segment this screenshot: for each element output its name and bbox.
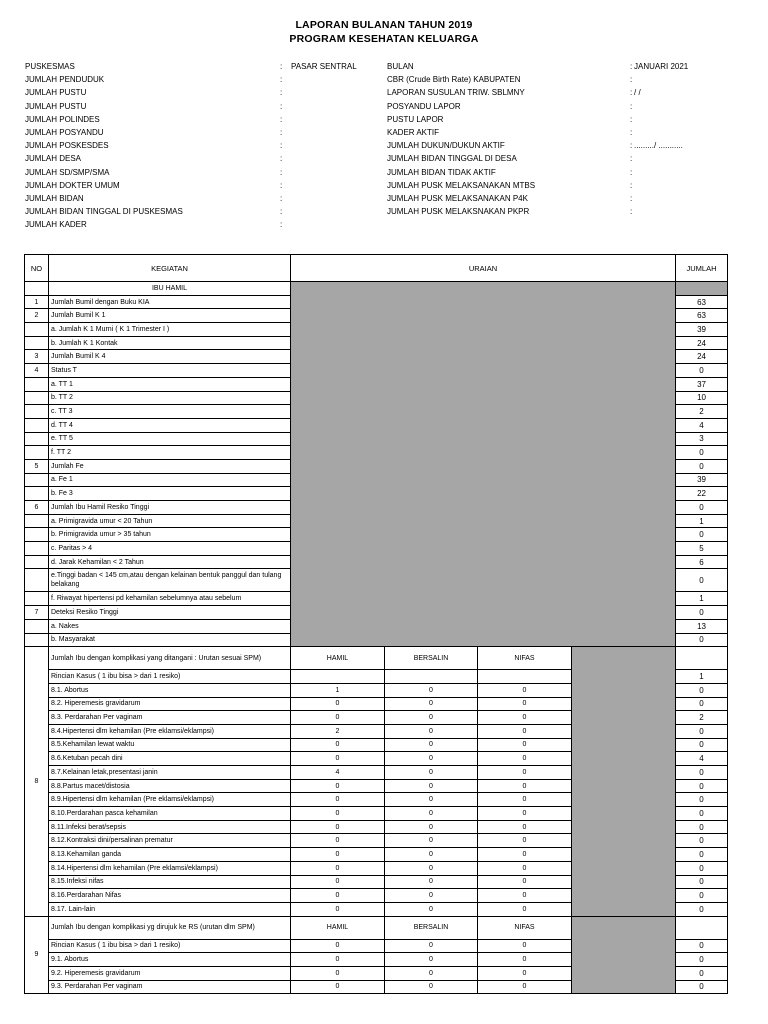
row-nifas: 0 [478,738,572,752]
row-jumlah: 39 [676,473,728,487]
row-jumlah: 0 [676,697,728,711]
info-right-value: JANUARI 2021 [634,62,689,71]
row-jumlah: 3 [676,432,728,446]
row-jumlah: 0 [676,861,728,875]
row-nifas: 0 [478,889,572,903]
row-nifas: 0 [478,724,572,738]
row-kegiatan: e.Tinggi badan < 145 cm,atau dengan kelainan bentuk panggul dan tulang belakang [49,569,291,592]
row-hamil: 0 [291,752,385,766]
info-right-label: JUMLAH BIDAN TIDAK AKTIF [387,167,496,177]
section-row [25,916,728,939]
row-bersalin: 0 [385,834,478,848]
row-jumlah: 0 [676,459,728,473]
info-right-colon: : [630,114,633,124]
row-kegiatan: Deteksi Resiko Tinggi [49,606,291,620]
row-nifas: 0 [478,766,572,780]
row-no [25,405,49,419]
row-kegiatan: a. Primigravida umur < 20 Tahun [49,514,291,528]
info-right-label: JUMLAH BIDAN TINGGAL DI DESA [387,154,517,164]
row-no [25,592,49,606]
row-kegiatan: b. Jumlah K 1 Kontak [49,336,291,350]
row-kegiatan: 8.6.Ketuban pecah dini [49,752,291,766]
row-hamil: 4 [291,766,385,780]
row-nifas [478,670,572,684]
info-left-label: JUMLAH POLINDES [25,114,100,124]
row-jumlah: 0 [676,501,728,515]
row-nifas: 0 [478,875,572,889]
row-no: 5 [25,459,49,473]
row-kegiatan: 9.1. Abortus [49,953,291,967]
header-uraian: URAIAN [291,255,676,282]
row-hamil: 0 [291,889,385,903]
row-kegiatan: 8.5.Kehamilan lewat waktu [49,738,291,752]
row-kegiatan: Jumlah Fe [49,459,291,473]
row-jumlah: 24 [676,350,728,364]
header-jumlah: JUMLAH [676,255,728,282]
row-kegiatan: Jumlah Ibu dengan komplikasi yang ditangani : Urutan sesuai SPM) [49,647,291,670]
info-right-label: JUMLAH PUSK MELAKSNAKAN PKPR [387,207,530,217]
row-bersalin: 0 [385,939,478,953]
info-left-colon: : [280,141,283,151]
row-no [25,487,49,501]
table-header-row [25,255,728,282]
row-jumlah: 22 [676,487,728,501]
row-bersalin: 0 [385,766,478,780]
row-hamil: 2 [291,724,385,738]
row-kegiatan: 8.2. Hiperemesis gravidarum [49,697,291,711]
sub-header-nifas: NIFAS [478,647,572,670]
info-left-colon: : [280,220,283,230]
row-no: 8 [25,647,49,916]
section-row [25,282,728,296]
sub-header-hamil: HAMIL [291,647,385,670]
info-right-colon: : [630,167,633,177]
row-no: 7 [25,606,49,620]
row-jumlah: 0 [676,807,728,821]
row-kegiatan: b. Masyarakat [49,633,291,647]
info-left-colon: : [280,101,283,111]
row-kegiatan: f. TT 2 [49,446,291,460]
row-hamil: 0 [291,820,385,834]
row-bersalin: 0 [385,752,478,766]
row-no [25,418,49,432]
row-nifas: 0 [478,834,572,848]
row-hamil: 0 [291,966,385,980]
section-row [25,647,728,670]
info-left-label: JUMLAH PUSTU [25,88,87,98]
info-right-colon: : [630,141,633,151]
row-bersalin: 0 [385,711,478,725]
row-kegiatan: 8.17. Lain-lain [49,902,291,916]
row-nifas: 0 [478,820,572,834]
row-nifas: 0 [478,848,572,862]
row-jumlah: 0 [676,606,728,620]
row-hamil: 0 [291,697,385,711]
row-bersalin: 0 [385,848,478,862]
row-kegiatan: Jumlah Ibu Hamil Resiko Tinggi [49,501,291,515]
info-right-colon: : [630,154,633,164]
row-jumlah: 0 [676,738,728,752]
row-jumlah: 1 [676,592,728,606]
row-no: 4 [25,364,49,378]
info-left-label: JUMLAH POSYANDU [25,128,104,137]
row-kegiatan: b. TT 2 [49,391,291,405]
row-jumlah: 5 [676,542,728,556]
info-left-label: JUMLAH PENDUDUK [25,75,105,85]
report-title: LAPORAN BULANAN TAHUN 2019 [295,19,473,31]
info-left-label: JUMLAH DOKTER UMUM [25,180,120,190]
row-hamil: 0 [291,980,385,994]
row-jumlah: 2 [676,405,728,419]
row-nifas: 0 [478,793,572,807]
row-jumlah: 0 [676,953,728,967]
row-jumlah [676,282,728,296]
row-kegiatan: Rincian Kasus ( 1 ibu bisa > dari 1 resiko) [49,939,291,953]
row-jumlah: 0 [676,766,728,780]
row-kegiatan: e. TT 5 [49,432,291,446]
row-hamil: 0 [291,875,385,889]
row-hamil: 0 [291,738,385,752]
row-bersalin: 0 [385,738,478,752]
row-nifas: 0 [478,861,572,875]
info-left-label: JUMLAH POSKESDES [25,141,109,151]
info-left-colon: : [280,154,283,164]
row-jumlah: 39 [676,323,728,337]
row-no [25,619,49,633]
row-kegiatan: 8.8.Partus macet/distosia [49,779,291,793]
uraian-cell [572,916,676,994]
report-subtitle: PROGRAM KESEHATAN KELUARGA [289,33,479,45]
row-jumlah: 0 [676,834,728,848]
info-right-colon: : [630,128,633,137]
row-kegiatan: 9.3. Perdarahan Per vaginam [49,980,291,994]
row-jumlah [676,647,728,670]
row-no [25,377,49,391]
sub-header-bersalin: BERSALIN [385,647,478,670]
row-nifas: 0 [478,697,572,711]
info-right-colon: : [630,194,633,203]
row-nifas: 0 [478,683,572,697]
row-jumlah: 63 [676,309,728,323]
row-kegiatan: Jumlah Bumil dengan Buku KIA [49,295,291,309]
info-right-label: KADER AKTIF [387,128,440,137]
report-table [24,254,728,994]
row-nifas: 0 [478,711,572,725]
row-no [25,323,49,337]
row-bersalin: 0 [385,683,478,697]
header-no: NO [25,255,49,282]
info-left-label: JUMLAH BIDAN [25,194,84,203]
row-bersalin: 0 [385,724,478,738]
header-kegiatan: KEGIATAN [49,255,291,282]
info-right-label: POSYANDU LAPOR [387,101,461,111]
info-right-colon: : [630,207,633,217]
row-kegiatan: c. Paritas > 4 [49,542,291,556]
row-hamil: 0 [291,779,385,793]
info-left-colon: : [280,62,283,71]
row-kegiatan: 8.1. Abortus [49,683,291,697]
row-kegiatan: Jumlah Bumil K 1 [49,309,291,323]
row-nifas: 0 [478,752,572,766]
info-right-label: JUMLAH PUSK MELAKSANAKAN P4K [387,194,528,203]
row-hamil: 0 [291,711,385,725]
row-bersalin: 0 [385,902,478,916]
row-bersalin: 0 [385,861,478,875]
info-left-label: JUMLAH PUSTU [25,101,87,111]
row-jumlah: 4 [676,752,728,766]
info-left-label: JUMLAH BIDAN TINGGAL DI PUSKESMAS [25,207,183,217]
info-right-colon: : [630,75,633,85]
sub-header-nifas: NIFAS [478,916,572,939]
row-jumlah: 10 [676,391,728,405]
uraian-cell [572,647,676,916]
row-no [25,473,49,487]
info-left-value: PASAR SENTRAL [291,62,357,71]
row-kegiatan: 8.3. Perdarahan Per vaginam [49,711,291,725]
row-jumlah: 0 [676,902,728,916]
row-kegiatan: a. Nakes [49,619,291,633]
row-nifas: 0 [478,807,572,821]
row-kegiatan: Status T [49,364,291,378]
info-left-label: JUMLAH SD/SMP/SMA [25,167,110,177]
row-jumlah: 37 [676,377,728,391]
row-no [25,633,49,647]
row-jumlah: 0 [676,569,728,592]
row-no [25,391,49,405]
row-jumlah: 0 [676,779,728,793]
section-title: IBU HAMIL [49,282,291,296]
row-hamil [291,670,385,684]
sub-header-hamil: HAMIL [291,916,385,939]
row-no [25,514,49,528]
row-kegiatan: Jumlah Ibu dengan komplikasi yg dirujuk ke RS (urutan dlm SPM) [49,916,291,939]
row-jumlah: 0 [676,724,728,738]
row-kegiatan: 8.10.Perdarahan pasca kehamilan [49,807,291,821]
row-kegiatan: 9.2. Hiperemesis gravidarum [49,966,291,980]
row-kegiatan: 8.7.Kelainan letak,presentasi janin [49,766,291,780]
row-kegiatan: 8.12.Kontraksi dini/persalinan prematur [49,834,291,848]
info-right-label: PUSTU LAPOR [387,114,444,124]
info-right-label: JUMLAH PUSK MELAKSANAKAN MTBS [387,180,536,190]
row-kegiatan: a. TT 1 [49,377,291,391]
row-bersalin: 0 [385,820,478,834]
row-jumlah: 0 [676,966,728,980]
info-left-colon: : [280,128,283,137]
row-jumlah: 0 [676,820,728,834]
row-jumlah: 0 [676,980,728,994]
row-hamil: 0 [291,939,385,953]
row-jumlah: 0 [676,446,728,460]
info-right-label: JUMLAH DUKUN/DUKUN AKTIF [387,141,505,151]
row-kegiatan: Jumlah Bumil K 4 [49,350,291,364]
row-jumlah: 0 [676,633,728,647]
info-right-colon: : [630,101,633,111]
info-right-label: LAPORAN SUSULAN TRIW. SBLMNY [387,88,525,98]
info-left-colon: : [280,180,283,190]
row-nifas: 0 [478,939,572,953]
row-no: 2 [25,309,49,323]
row-no [25,432,49,446]
row-no [25,569,49,592]
row-jumlah: 6 [676,555,728,569]
row-kegiatan: 8.16.Perdarahan Nifas [49,889,291,903]
info-left-colon: : [280,75,283,85]
row-hamil: 0 [291,848,385,862]
row-kegiatan: 8.4.Hipertensi dlm kehamilan (Pre eklamsi/eklampsi) [49,724,291,738]
row-jumlah: 0 [676,848,728,862]
row-bersalin: 0 [385,953,478,967]
info-left-label: JUMLAH DESA [25,154,82,164]
row-bersalin: 0 [385,875,478,889]
row-nifas: 0 [478,779,572,793]
row-bersalin: 0 [385,697,478,711]
row-bersalin: 0 [385,966,478,980]
row-kegiatan: Rincian Kasus ( 1 ibu bisa > dari 1 resiko) [49,670,291,684]
info-right-colon: : [630,180,633,190]
row-hamil: 0 [291,861,385,875]
info-left-label: JUMLAH KADER [25,220,87,230]
row-kegiatan: a. Fe 1 [49,473,291,487]
row-kegiatan: 8.11.Infeksi berat/sepsis [49,820,291,834]
info-left-colon: : [280,114,283,124]
row-kegiatan: b. Fe 3 [49,487,291,501]
info-right-label: BULAN [387,62,414,71]
row-no: 9 [25,916,49,994]
info-right-value: ........./ ........... [634,141,683,151]
row-jumlah: 0 [676,875,728,889]
row-jumlah: 0 [676,793,728,807]
row-jumlah: 0 [676,889,728,903]
row-kegiatan: f. Riwayat hipertensi pd kehamilan sebelumnya atau sebelum [49,592,291,606]
row-jumlah: 0 [676,364,728,378]
row-jumlah: 0 [676,939,728,953]
row-no [25,446,49,460]
row-kegiatan: 8.15.Infeksi nifas [49,875,291,889]
row-jumlah: 0 [676,683,728,697]
row-jumlah [676,916,728,939]
row-jumlah: 24 [676,336,728,350]
info-right-label: CBR (Crude Birth Rate) KABUPATEN [387,75,521,85]
row-kegiatan: b. Primigravida umur > 35 tahun [49,528,291,542]
row-hamil: 0 [291,953,385,967]
row-nifas: 0 [478,980,572,994]
info-right-colon: : [630,88,633,98]
row-kegiatan: a. Jumlah K 1 Murni ( K 1 Trimester I ) [49,323,291,337]
row-hamil: 0 [291,807,385,821]
row-bersalin: 0 [385,779,478,793]
info-left-colon: : [280,207,283,217]
row-no [25,542,49,556]
row-jumlah: 0 [676,528,728,542]
row-nifas: 0 [478,953,572,967]
row-jumlah: 13 [676,619,728,633]
info-left-colon: : [280,88,283,98]
row-bersalin: 0 [385,980,478,994]
uraian-cell [291,282,676,647]
row-jumlah: 63 [676,295,728,309]
row-nifas: 0 [478,902,572,916]
sub-header-bersalin: BERSALIN [385,916,478,939]
info-left-label: PUSKESMAS [25,62,75,71]
info-left-colon: : [280,194,283,203]
row-kegiatan: 8.14.Hipertensi dlm kehamilan (Pre eklamsi/eklampsi) [49,861,291,875]
row-hamil: 1 [291,683,385,697]
row-bersalin: 0 [385,793,478,807]
row-bersalin [385,670,478,684]
row-jumlah: 2 [676,711,728,725]
row-kegiatan: d. TT 4 [49,418,291,432]
info-left-colon: : [280,167,283,177]
row-hamil: 0 [291,834,385,848]
row-kegiatan: 8.13.Kehamilan ganda [49,848,291,862]
row-hamil: 0 [291,793,385,807]
row-bersalin: 0 [385,807,478,821]
row-no [25,528,49,542]
row-no: 3 [25,350,49,364]
info-right-value: / / [634,88,641,98]
row-jumlah: 1 [676,514,728,528]
row-kegiatan: d. Jarak Kehamilan < 2 Tahun [49,555,291,569]
row-no [25,336,49,350]
row-no: 6 [25,501,49,515]
row-jumlah: 1 [676,670,728,684]
row-jumlah: 4 [676,418,728,432]
info-right-colon: : [630,62,633,71]
row-no [25,555,49,569]
row-no: 1 [25,295,49,309]
row-kegiatan: 8.9.Hipertensi dlm kehamilan (Pre eklamsi/eklampsi) [49,793,291,807]
row-bersalin: 0 [385,889,478,903]
row-nifas: 0 [478,966,572,980]
row-hamil: 0 [291,902,385,916]
row-no [25,282,49,296]
row-kegiatan: c. TT 3 [49,405,291,419]
